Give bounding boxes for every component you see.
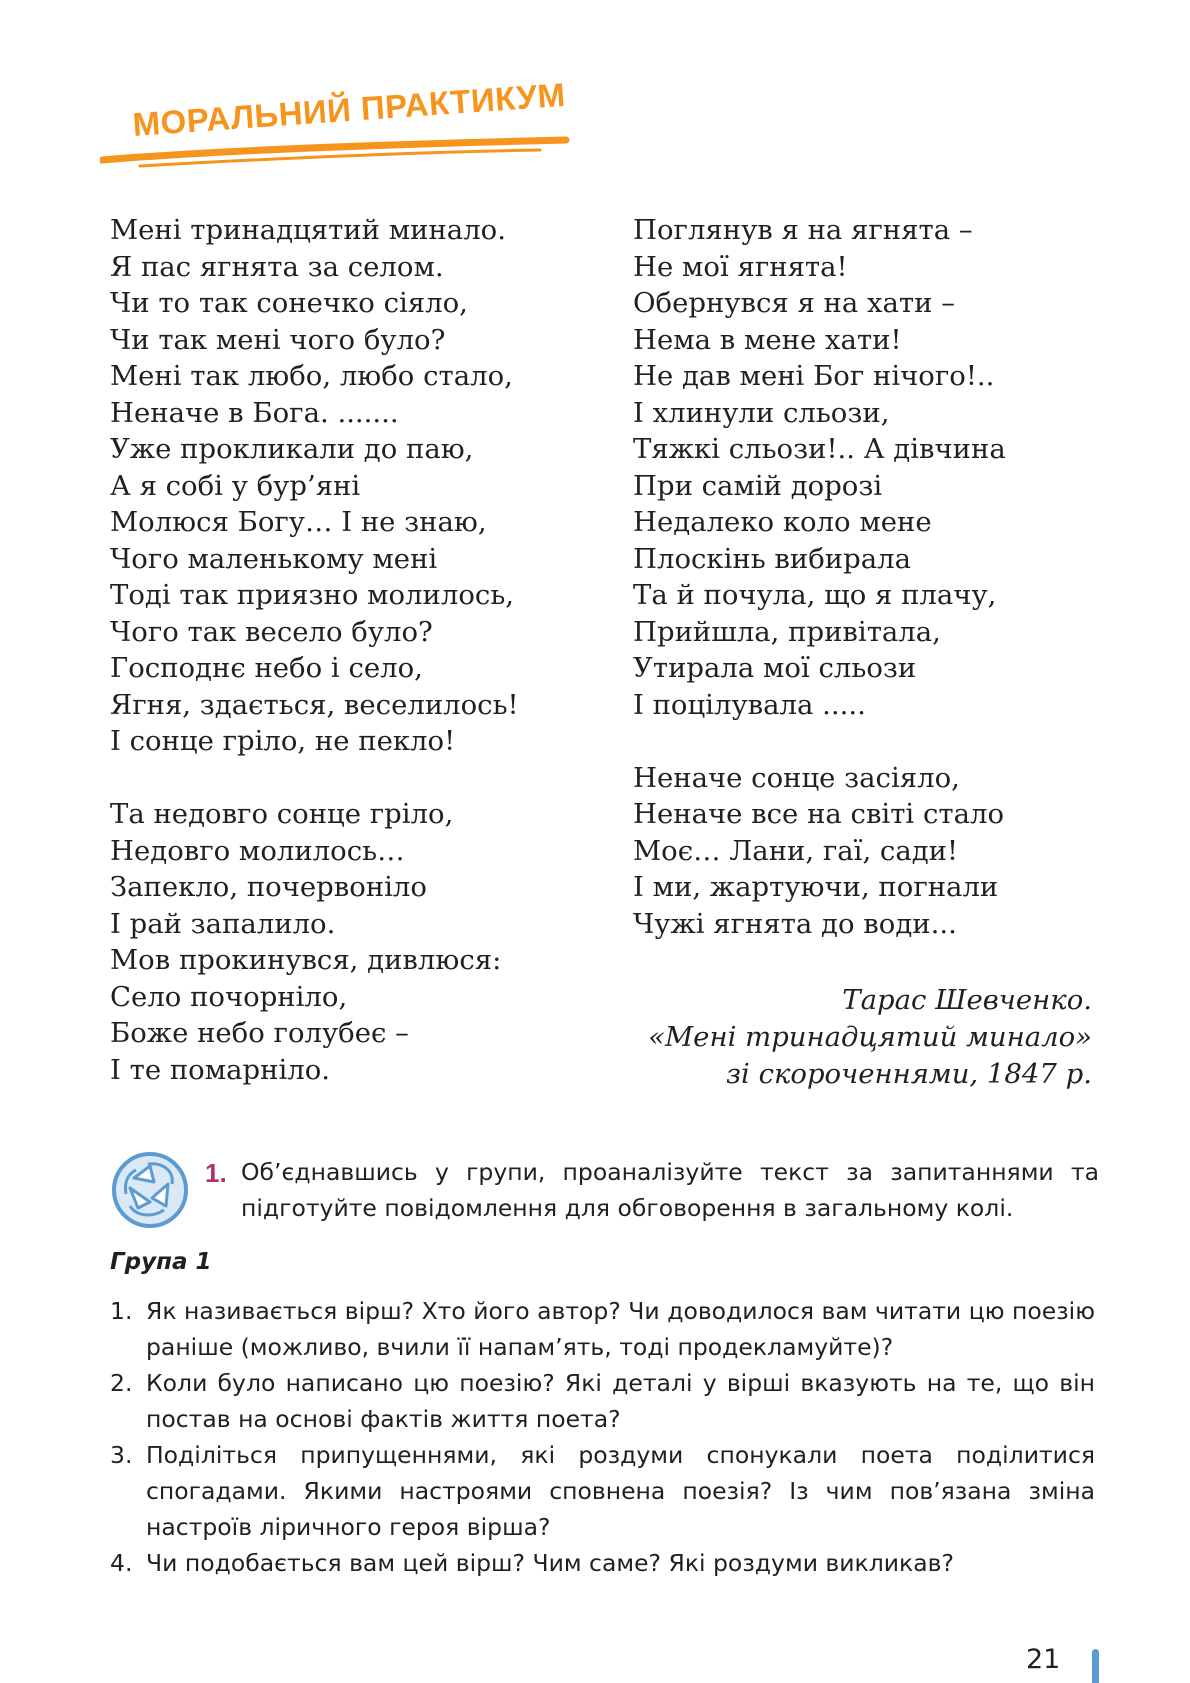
- poem-line: Чого так весело було?: [110, 615, 433, 648]
- poem-line: І ми, жартуючи, погнали: [633, 871, 999, 903]
- question-number: 3.: [110, 1441, 133, 1469]
- question-item: [110, 1437, 1095, 1545]
- page-edge-bar: [1092, 1649, 1099, 1683]
- question-text: Як називається вірш? Хто його автор? Чи доводилося вам читати цю поезію раніше (можливо, вчили її напам’ять, тоді продекламуйте)?: [146, 1297, 1095, 1361]
- poem-line: Молюся Богу… І не знаю,: [110, 506, 487, 538]
- poem-line: Мені так любо, любо стало,: [110, 360, 513, 392]
- poem-line: Неначе сонце засіяло,: [633, 761, 960, 794]
- question-number: 1.: [110, 1297, 133, 1325]
- poem-right-column: [633, 212, 1103, 942]
- poem-line: Уже прокликали до паю,: [110, 433, 474, 465]
- poem-stanza: [110, 212, 610, 760]
- poem-line: Недалеко коло мене: [633, 506, 932, 538]
- group-title: Група 1: [110, 1249, 212, 1275]
- question-list: [110, 1293, 1095, 1581]
- poem-line: І сонце гріло, не пекло!: [110, 725, 456, 757]
- poem-line: Господнє небо і село,: [110, 652, 423, 684]
- poem-line: Боже небо голубеє –: [110, 1017, 409, 1049]
- poem-line: Ягня, здається, веселилось!: [110, 688, 519, 721]
- poem-attribution: [648, 982, 1092, 1093]
- poem-line: Прийшла, привітала,: [633, 615, 941, 648]
- group-work-recycle-icon: [108, 1148, 192, 1232]
- poem-line: Чи так мені чого було?: [110, 323, 446, 356]
- task-block: [108, 1148, 1098, 1248]
- poem-line: Неначе в Бога. .......: [110, 396, 399, 429]
- poem-line: Мов прокинувся, дивлюся:: [110, 944, 502, 976]
- poem-line: Запекло, почервоніло: [110, 871, 427, 903]
- poem-line: Та й почула, що я плачу,: [633, 579, 997, 611]
- attribution-author: Тарас Шевченко.: [842, 984, 1092, 1016]
- question-text: Поділіться припущеннями, які роздуми спонукали поета поділитися спогадами. Якими настроями сповнена поезія? Із чим пов’язана зміна настроїв ліричного героя вірша?: [146, 1441, 1095, 1541]
- section-heading-text: МОРАЛЬНИЙ ПРАКТИКУМ: [131, 75, 567, 144]
- poem-line: Мені тринадцятий минало.: [110, 214, 506, 246]
- question-item: [110, 1545, 1095, 1581]
- poem-line: Тоді так приязно молилось,: [110, 579, 515, 611]
- poem-line: Чи то так сонечко сіяло,: [110, 287, 468, 319]
- question-item: [110, 1365, 1095, 1437]
- poem-left-column: [110, 212, 610, 1088]
- poem-line: Плоскінь вибирала: [633, 542, 911, 575]
- question-number: 4.: [110, 1549, 133, 1577]
- poem-line: Не дав мені Бог нічого!..: [633, 360, 995, 392]
- poem-line: Чого маленькому мені: [110, 542, 438, 575]
- poem-line: Утирала мої сльози: [633, 652, 917, 684]
- page-number: 21: [1026, 1644, 1061, 1675]
- poem-line: Чужі ягнята до води...: [633, 907, 957, 940]
- poem-line: Не мої ягнята!: [633, 250, 848, 283]
- attribution-title: «Мені тринадцятий минало»: [648, 1021, 1092, 1053]
- question-text: Чи подобається вам цей вірш? Чим саме? Які роздуми викликав?: [146, 1549, 954, 1577]
- poem-line: Поглянув я на ягнята –: [633, 214, 973, 246]
- poem-line: Та недовго сонце гріло,: [110, 798, 454, 830]
- poem-line: А я собі у бур’яні: [110, 469, 361, 502]
- task-number: 1.: [205, 1158, 227, 1188]
- question-item: [110, 1293, 1095, 1365]
- poem-line: Тяжкі сльози!.. А дівчина: [633, 433, 1006, 465]
- poem-stanza: [110, 796, 610, 1088]
- poem-line: Неначе все на світі стало: [633, 798, 1005, 830]
- task-text: Об’єднавшись у групи, проаналізуйте текст за запитаннями та підготуйте повідомлення для обговорення в загальному колі.: [241, 1158, 1099, 1222]
- poem-line: І те помарніло.: [110, 1053, 330, 1086]
- section-heading: [100, 75, 570, 198]
- poem-line: Я пас ягнята за селом.: [110, 250, 444, 283]
- poem-line: При самій дорозі: [633, 469, 883, 502]
- poem-stanza: [633, 212, 1103, 723]
- poem-line: Нема в мене хати!: [633, 323, 902, 356]
- poem-line: Обернувся я на хати –: [633, 287, 955, 319]
- question-number: 2.: [110, 1369, 133, 1397]
- poem-line: Село почорніло,: [110, 980, 348, 1013]
- poem-line: Моє… Лани, гаї, сади!: [633, 834, 959, 867]
- poem-line: І поцілувала .....: [633, 688, 866, 721]
- question-text: Коли було написано цю поезію? Які деталі у вірші вказують на те, що він постав на основі фактів життя поета?: [146, 1369, 1095, 1433]
- poem-line: Недовго молилось…: [110, 834, 405, 867]
- attribution-note: зі скороченнями, 1847 р.: [726, 1058, 1092, 1090]
- poem-stanza: [633, 760, 1103, 943]
- poem-line: І хлинули сльози,: [633, 396, 890, 429]
- poem-line: І рай запалило.: [110, 907, 336, 940]
